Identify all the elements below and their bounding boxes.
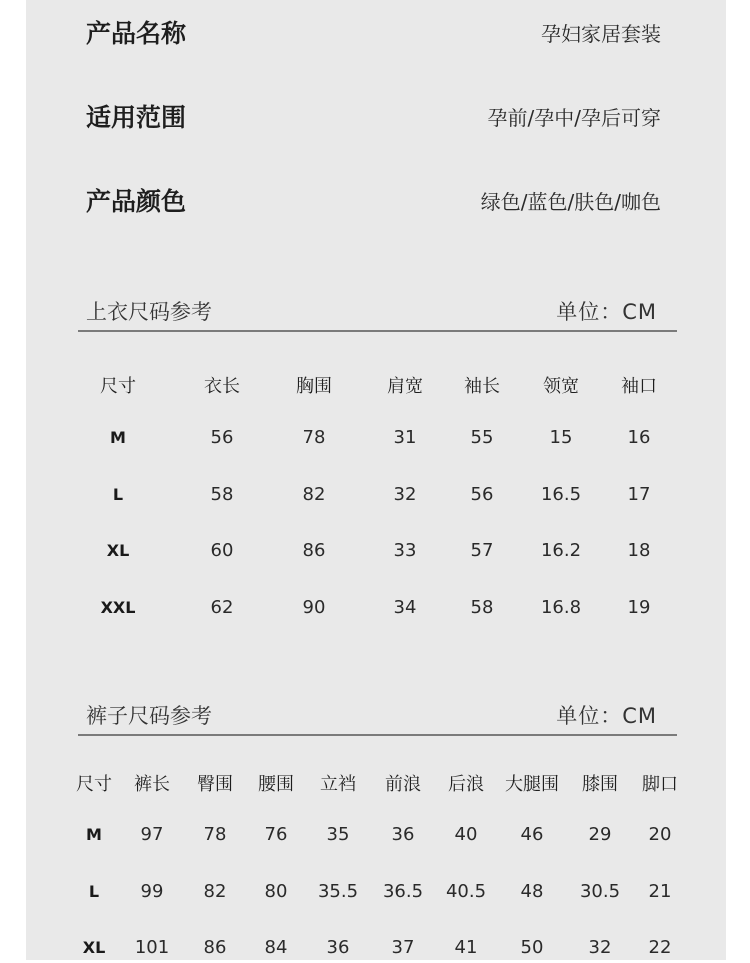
table-cell: 56 bbox=[470, 484, 494, 505]
column-header: 尺寸 bbox=[100, 376, 136, 397]
table-cell: 37 bbox=[391, 937, 415, 958]
table-cell: 40 bbox=[454, 824, 478, 845]
table-row bbox=[0, 593, 750, 623]
table-cell: 36 bbox=[326, 937, 350, 958]
column-header: 衣长 bbox=[204, 376, 240, 397]
table-cell: 78 bbox=[203, 824, 227, 845]
column-header: 袖长 bbox=[464, 376, 500, 397]
table-row bbox=[0, 480, 750, 510]
table-cell: 97 bbox=[140, 824, 164, 845]
info-row-color bbox=[86, 180, 661, 220]
table-cell: 16.8 bbox=[540, 597, 582, 618]
table-cell: 22 bbox=[648, 937, 672, 958]
table-cell: 34 bbox=[393, 597, 417, 618]
size-cell: L bbox=[88, 882, 100, 901]
table-row bbox=[0, 820, 750, 850]
table-cell: 40.5 bbox=[445, 881, 487, 902]
table-cell: 33 bbox=[393, 540, 417, 561]
table-row bbox=[0, 877, 750, 907]
size-cell: XL bbox=[106, 541, 130, 560]
info-row-range bbox=[86, 96, 661, 136]
range-label: 适用范围 bbox=[86, 103, 187, 132]
table-cell: 55 bbox=[470, 427, 494, 448]
table-cell: 76 bbox=[264, 824, 288, 845]
table-cell: 17 bbox=[627, 484, 651, 505]
table-cell: 19 bbox=[627, 597, 651, 618]
size-cell: M bbox=[86, 825, 102, 844]
table-cell: 36 bbox=[391, 824, 415, 845]
table-cell: 82 bbox=[203, 881, 227, 902]
column-header: 裤长 bbox=[134, 774, 170, 795]
table-row bbox=[0, 423, 750, 453]
table-cell: 16.5 bbox=[540, 484, 582, 505]
table-cell: 50 bbox=[520, 937, 544, 958]
table-cell: 78 bbox=[302, 427, 326, 448]
column-header: 胸围 bbox=[296, 376, 332, 397]
pants-size-title: 裤子尺码参考 bbox=[86, 704, 212, 728]
table-cell: 32 bbox=[393, 484, 417, 505]
column-header: 脚口 bbox=[642, 774, 678, 795]
table-cell: 101 bbox=[134, 937, 170, 958]
column-header: 腰围 bbox=[258, 774, 294, 795]
table-header-row bbox=[0, 372, 750, 402]
top-size-header bbox=[78, 290, 677, 332]
table-cell: 58 bbox=[470, 597, 494, 618]
column-header: 大腿围 bbox=[505, 774, 559, 795]
table-cell: 18 bbox=[627, 540, 651, 561]
table-header-row bbox=[0, 770, 750, 800]
table-cell: 58 bbox=[210, 484, 234, 505]
table-cell: 31 bbox=[393, 427, 417, 448]
color-value: 绿色/蓝色/肤色/咖色 bbox=[480, 189, 661, 214]
column-header: 袖口 bbox=[621, 376, 657, 397]
top-size-unit: 单位：CM bbox=[556, 300, 657, 324]
table-cell: 32 bbox=[588, 937, 612, 958]
pants-size-header bbox=[78, 694, 677, 736]
table-cell: 90 bbox=[302, 597, 326, 618]
table-cell: 35 bbox=[326, 824, 350, 845]
table-cell: 86 bbox=[203, 937, 227, 958]
table-row bbox=[0, 536, 750, 566]
table-cell: 41 bbox=[454, 937, 478, 958]
table-cell: 86 bbox=[302, 540, 326, 561]
table-cell: 56 bbox=[210, 427, 234, 448]
column-header: 后浪 bbox=[448, 774, 484, 795]
table-cell: 84 bbox=[264, 937, 288, 958]
table-cell: 99 bbox=[140, 881, 164, 902]
table-cell: 21 bbox=[648, 881, 672, 902]
product-name-label: 产品名称 bbox=[86, 19, 187, 48]
table-cell: 35.5 bbox=[317, 881, 359, 902]
pants-size-unit: 单位：CM bbox=[556, 704, 657, 728]
table-cell: 16.2 bbox=[540, 540, 582, 561]
table-row bbox=[0, 933, 750, 963]
column-header: 肩宽 bbox=[387, 376, 423, 397]
top-size-title: 上衣尺码参考 bbox=[86, 300, 212, 324]
column-header: 膝围 bbox=[582, 774, 618, 795]
color-label: 产品颜色 bbox=[86, 187, 187, 216]
table-cell: 60 bbox=[210, 540, 234, 561]
table-cell: 16 bbox=[627, 427, 651, 448]
range-value: 孕前/孕中/孕后可穿 bbox=[487, 105, 661, 130]
table-cell: 36.5 bbox=[382, 881, 424, 902]
size-cell: XL bbox=[82, 938, 106, 957]
product-name-value: 孕妇家居套装 bbox=[541, 21, 661, 46]
table-cell: 29 bbox=[588, 824, 612, 845]
column-header: 前浪 bbox=[385, 774, 421, 795]
table-cell: 62 bbox=[210, 597, 234, 618]
table-cell: 80 bbox=[264, 881, 288, 902]
table-cell: 30.5 bbox=[579, 881, 621, 902]
info-row-name bbox=[86, 12, 661, 52]
table-cell: 48 bbox=[520, 881, 544, 902]
size-cell: M bbox=[110, 428, 126, 447]
size-cell: L bbox=[112, 485, 124, 504]
table-cell: 20 bbox=[648, 824, 672, 845]
table-cell: 46 bbox=[520, 824, 544, 845]
table-cell: 57 bbox=[470, 540, 494, 561]
column-header: 立裆 bbox=[320, 774, 356, 795]
column-header: 臀围 bbox=[197, 774, 233, 795]
size-cell: XXL bbox=[100, 598, 136, 617]
column-header: 领宽 bbox=[543, 376, 579, 397]
table-cell: 15 bbox=[549, 427, 573, 448]
column-header: 尺寸 bbox=[76, 774, 112, 795]
table-cell: 82 bbox=[302, 484, 326, 505]
